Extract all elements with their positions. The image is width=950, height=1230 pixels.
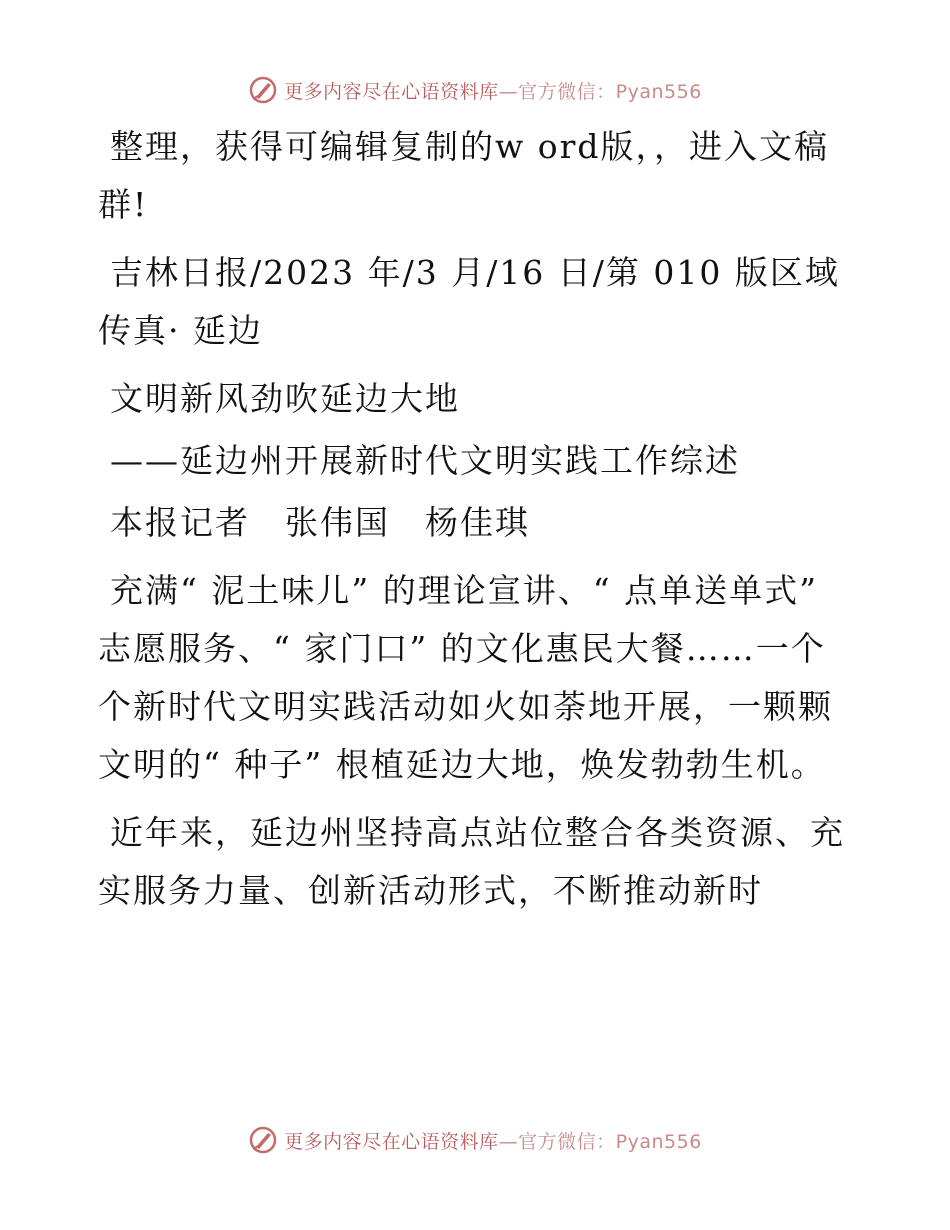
quill-pen-logo-icon bbox=[248, 75, 278, 105]
body-paragraph: 充满“ 泥土味儿” 的理论宣讲、“ 点单送单式” 志愿服务、“ 家门口” 的文化惠民大餐……一个个新时代文明实践活动如火如荼地开展，一颗颗文明的“ 种子” 根植延边大地，焕发勃勃生机。 bbox=[98, 571, 833, 784]
footer-watermark-banner bbox=[0, 1122, 950, 1158]
article-title: 文明新风劲吹延边大地 bbox=[110, 379, 460, 418]
document-body bbox=[98, 118, 858, 920]
watermark-text: 更多内容尽在心语资料库—官方微信：Pyan556 bbox=[284, 1130, 702, 1153]
source-line: 吉林日报/2023 年/3 月/16 日/第 010 版区域传真· 延边 bbox=[98, 253, 840, 350]
watermark-text: 更多内容尽在心语资料库—官方微信：Pyan556 bbox=[284, 80, 702, 103]
intro-paragraph: 整理，获得可编辑复制的w ord版，，进入文稿群! bbox=[98, 127, 830, 224]
byline: 本报记者 张伟国 杨佳琪 bbox=[110, 503, 530, 542]
header-watermark-banner bbox=[0, 72, 950, 108]
quill-pen-logo-icon bbox=[248, 1125, 278, 1155]
body-paragraph: 近年来，延边州坚持高点站位整合各类资源、充实服务力量、创新活动形式，不断推动新时 bbox=[98, 813, 845, 910]
article-subtitle: ——延边州开展新时代文明实践工作综述 bbox=[110, 441, 740, 480]
